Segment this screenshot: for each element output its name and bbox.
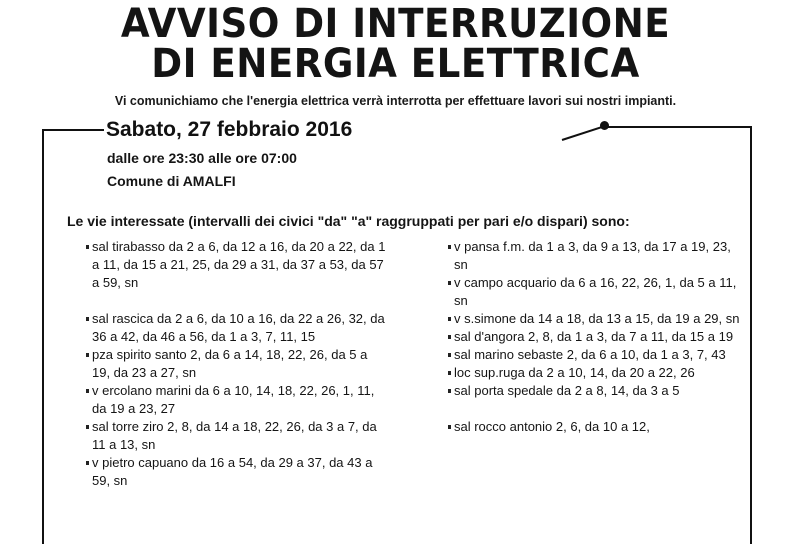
street-item — [448, 238, 740, 274]
street-text: v ercolano marini da 6 a 10, 14, 18, 22, 26, 1, 11, da 19 a 23, 27 — [92, 383, 375, 416]
street-text: sal porta spedale da 2 a 8, 14, da 3 a 5 — [454, 383, 680, 398]
street-item — [448, 274, 740, 310]
street-item — [448, 382, 740, 400]
outage-comune: Comune di AMALFI — [107, 173, 236, 189]
street-item — [448, 346, 740, 364]
frame-border-top-right — [605, 126, 752, 128]
streets-heading: Le vie interessate (intervalli dei civici "da" "a" raggruppati per pari e/o dispari) sono: — [67, 213, 630, 229]
outage-date: Sabato, 27 febbraio 2016 — [106, 118, 353, 141]
bullet-icon — [448, 389, 451, 393]
bullet-icon — [86, 389, 89, 393]
street-item — [86, 454, 386, 490]
street-text: sal tirabasso da 2 a 6, da 12 a 16, da 20 a 22, da 1 a 11, da 15 a 21, 25, da 29 a 31, da 37 a 53, da 57 a 59, sn — [92, 239, 386, 290]
bullet-icon — [448, 281, 451, 285]
bullet-icon — [448, 245, 451, 249]
bullet-icon — [86, 245, 89, 249]
street-item — [86, 382, 386, 418]
street-item — [448, 364, 740, 382]
notice-title-line2: DI ENERGIA ELETTRICA — [151, 41, 640, 87]
street-text: loc sup.ruga da 2 a 10, 14, da 20 a 22, 26 — [454, 365, 695, 380]
bullet-icon — [448, 353, 451, 357]
frame-border-right — [750, 126, 752, 544]
street-text: v pansa f.m. da 1 a 3, da 9 a 13, da 17 a 19, 23, sn — [454, 239, 731, 272]
street-item — [86, 310, 386, 346]
street-text: sal rocco antonio 2, 6, da 10 a 12, — [454, 419, 650, 434]
street-item — [86, 418, 386, 454]
bullet-icon — [86, 425, 89, 429]
street-text: v s.simone da 14 a 18, da 13 a 15, da 19 a 29, sn — [454, 311, 740, 326]
street-item — [448, 328, 740, 346]
bullet-icon — [86, 353, 89, 357]
street-item — [448, 418, 740, 436]
bullet-icon — [448, 335, 451, 339]
bullet-icon — [448, 317, 451, 321]
bullet-icon — [448, 425, 451, 429]
street-text: sal marino sebaste 2, da 6 a 10, da 1 a 3, 7, 43 — [454, 347, 726, 362]
bullet-icon — [86, 317, 89, 321]
street-text: v pietro capuano da 16 a 54, da 29 a 37, da 43 a 59, sn — [92, 455, 373, 488]
frame-border-top-left — [42, 129, 104, 131]
outage-hours: dalle ore 23:30 alle ore 07:00 — [107, 150, 297, 166]
street-text: v campo acquario da 6 a 16, 22, 26, 1, da 5 a 11, sn — [454, 275, 737, 308]
street-text: sal d'angora 2, 8, da 1 a 3, da 7 a 11, da 15 a 19 — [454, 329, 734, 344]
street-item — [86, 238, 386, 292]
bullet-icon — [448, 371, 451, 375]
street-text: pza spirito santo 2, da 6 a 14, 18, 22, 26, da 5 a 19, da 23 a 27, sn — [92, 347, 368, 380]
street-item — [86, 346, 386, 382]
street-text: sal rascica da 2 a 6, da 10 a 16, da 22 a 26, 32, da 36 a 42, da 46 a 56, da 1 a 3, 7, 11, 15 — [92, 311, 385, 344]
switch-pivot-dot — [600, 121, 609, 130]
streets-list-right — [448, 238, 740, 436]
frame-border-left — [42, 129, 44, 544]
street-text: sal torre ziro 2, 8, da 14 a 18, 22, 26, da 3 a 7, da 11 a 13, sn — [92, 419, 377, 452]
streets-list-left — [86, 238, 386, 490]
bullet-icon — [86, 461, 89, 465]
street-item — [448, 310, 740, 328]
notice-subtitle: Vi comunichiamo che l'energia elettrica verrà interrotta per effettuare lavori sui nostri impianti. — [114, 94, 677, 108]
notice-title-line1: AVVISO DI INTERRUZIONE — [120, 1, 671, 47]
